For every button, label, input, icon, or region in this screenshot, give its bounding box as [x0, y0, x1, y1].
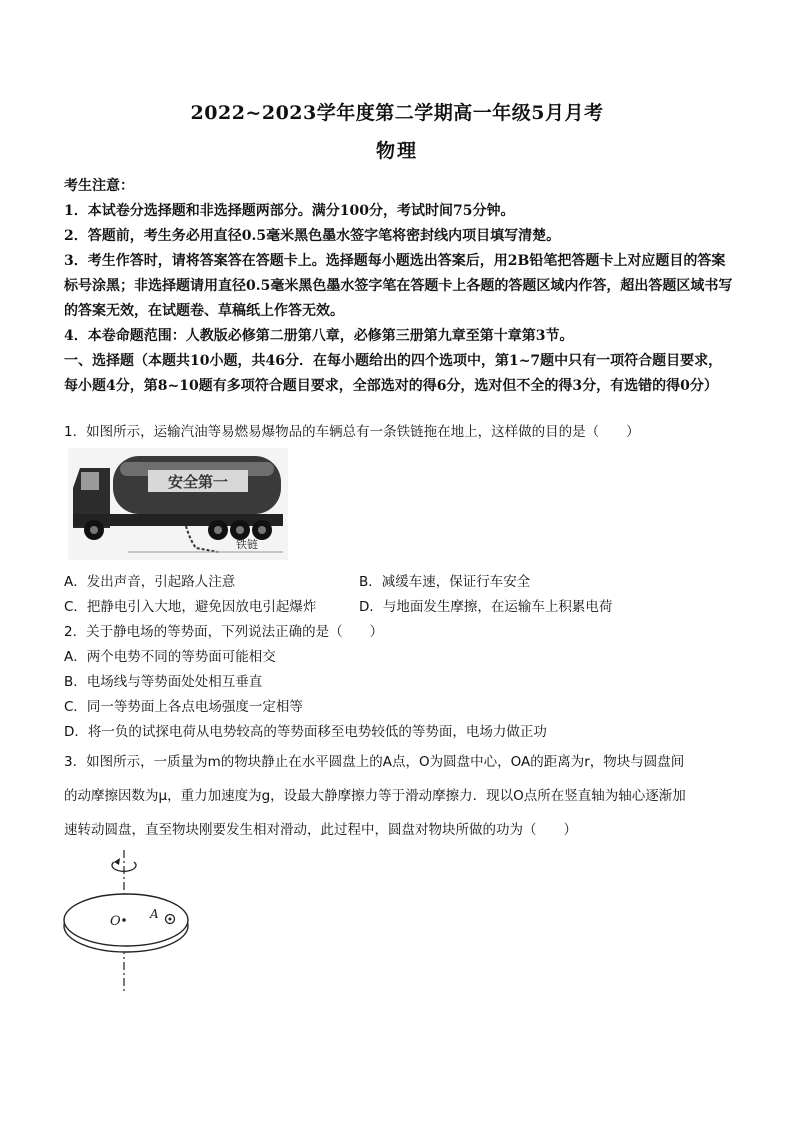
question-1-option-d: D．与地面发生摩擦，在运输车上积累电荷 [359, 599, 613, 615]
notice-item-3: 3．考生作答时，请将答案答在答题卡上。选择题每小题选出答案后，用2B铅笔把答题卡上对应题目的答案标号涂黑；非选择题请用直径0.5毫米黑色墨水签字笔在答题卡上各题的答题区域内作答，超出答题区域书写的答案无效，在试题卷、草稿纸上作答无效。 [64, 253, 733, 319]
tank-label: 安全第一 [167, 473, 229, 491]
notice-heading: 考生注意： [64, 178, 134, 194]
question-1-options [64, 570, 736, 620]
chain-label: 铁链 [236, 538, 258, 551]
question-1-stem: 1．如图所示，运输汽油等易燃易爆物品的车辆总有一条铁链拖在地上，这样做的目的是（ ） [64, 424, 640, 440]
label-o: O [110, 914, 121, 929]
notice-item-4: 4．本卷命题范围：人教版必修第二册第八章，必修第三册第九章至第十章第3节。 [64, 328, 574, 344]
question-3-line-3: 速转动圆盘，直至物块刚要发生相对滑动，此过程中，圆盘对物块所做的功为（ ） [64, 822, 577, 838]
question-2-option-c: C．同一等势面上各点电场强度一定相等 [64, 699, 303, 715]
question-3-block [64, 745, 736, 847]
question-2-block [64, 620, 736, 745]
question-2-option-d: D．将一负的试探电荷从电势较高的等势面移至电势较低的等势面，电场力做正功 [64, 724, 547, 740]
section1-heading: 一、选择题（本题共10小题，共46分．在每小题给出的四个选项中，第1~7题中只有一项符合题目要求，每小题4分，第8~10题有多项符合题目要求，全部选对的得6分，选对但不全的得3分，有选错的得0分） [64, 353, 723, 394]
rotating-disk-figure [62, 846, 202, 996]
notice-item-2: 2．答题前，考生务必用直径0.5毫米黑色墨水签字笔将密封线内项目填写清楚。 [64, 228, 561, 244]
notice-item-1: 1．本试卷分选择题和非选择题两部分。满分100分，考试时间75分钟。 [64, 203, 515, 219]
exam-subject: 物理 [375, 140, 418, 162]
question-1-option-a: A．发出声音，引起路人注意 [64, 574, 236, 590]
question-1-option-c: C．把静电引入大地，避免因放电引起爆炸 [64, 599, 317, 615]
question-3-line-1: 3．如图所示，一质量为m的物块静止在水平圆盘上的A点，O为圆盘中心，OA的距离为r，物块与圆盘间 [64, 754, 685, 770]
notice-block [64, 174, 736, 399]
tanker-truck-figure [68, 448, 288, 560]
question-3-line-2: 的动摩擦因数为μ，重力加速度为g，设最大静摩擦力等于滑动摩擦力．现以O点所在竖直轴为轴心逐渐加 [64, 788, 686, 804]
question-2-option-b: B．电场线与等势面处处相互垂直 [64, 674, 263, 690]
question-1-option-b: B．减缓车速，保证行车安全 [359, 574, 531, 590]
question-2-option-a: A．两个电势不同的等势面可能相交 [64, 649, 276, 665]
question-1-stem-block [64, 420, 736, 445]
label-a: A [150, 907, 159, 921]
question-2-stem: 2．关于静电场的等势面，下列说法正确的是（ ） [64, 624, 384, 640]
exam-title: 2022~2023学年度第二学期高一年级5月月考 [190, 102, 604, 124]
